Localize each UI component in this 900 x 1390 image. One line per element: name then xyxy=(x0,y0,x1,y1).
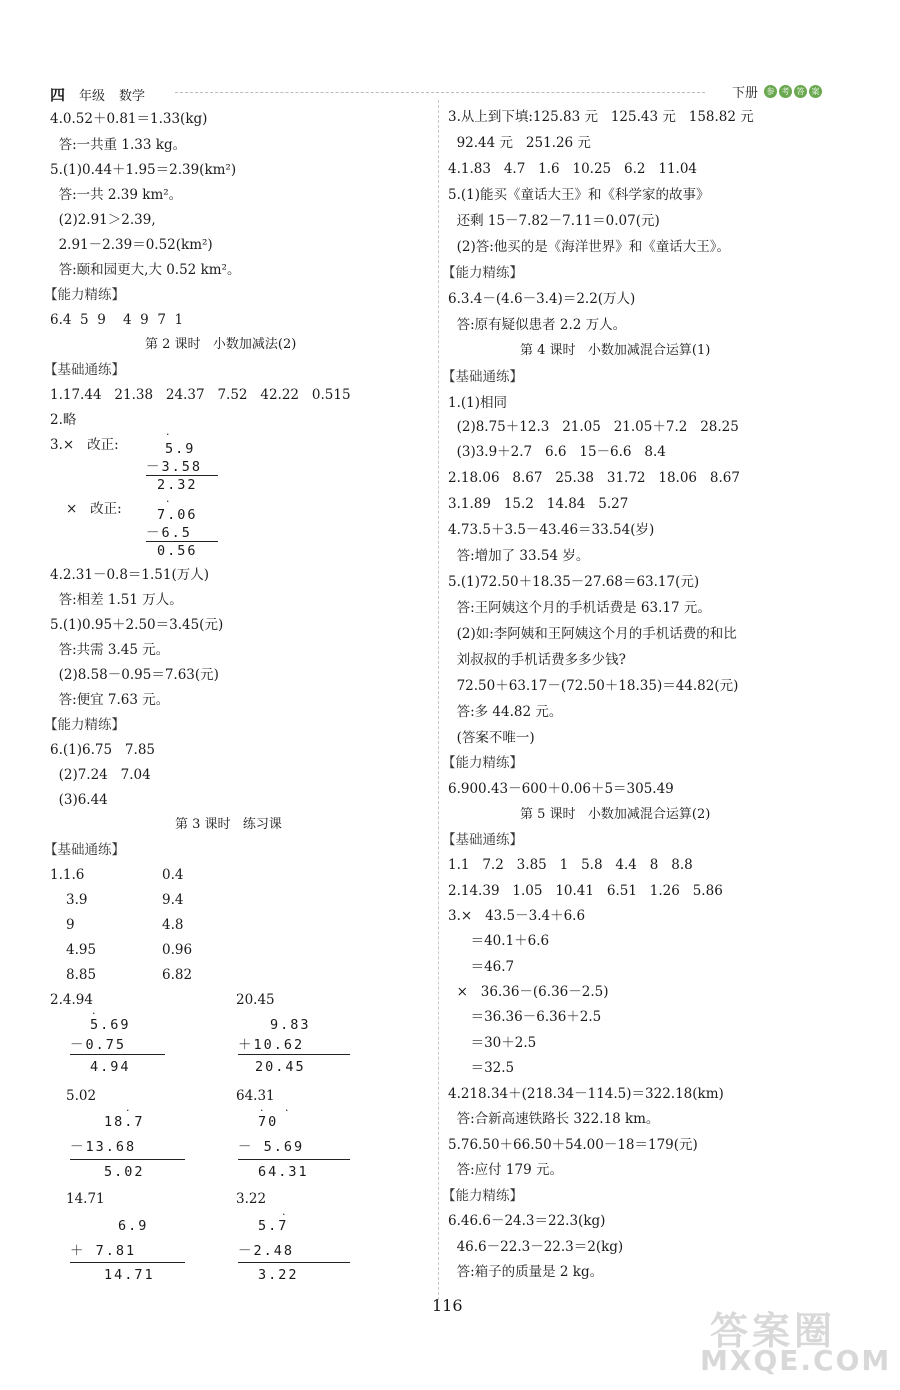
answer-value: 0.4 xyxy=(162,867,184,883)
answer-line: ＝36.36－6.36＋2.5 xyxy=(462,1009,602,1025)
vertical-calc-row: －0.75 xyxy=(70,1037,127,1053)
answer-line: 5.76.50＋66.50＋54.00－18＝179(元) xyxy=(448,1137,698,1153)
answer-line: 答:合新高速铁路长 322.18 km。 xyxy=(448,1111,660,1127)
vertical-calc-row: 14.71 xyxy=(104,1267,155,1283)
answer-line: 答:原有疑似患者 2.2 万人。 xyxy=(448,317,627,333)
answer-line: 4.0.52＋0.81＝1.33(kg) xyxy=(50,111,208,127)
vertical-calc-row: 6.9 xyxy=(118,1218,149,1234)
section-heading: 【基础通练】 xyxy=(44,362,125,378)
repeating-dot: · xyxy=(92,1007,96,1020)
calc-rule xyxy=(70,1159,185,1160)
vertical-calc-row: 3.22 xyxy=(258,1267,299,1283)
calc-rule xyxy=(238,1159,350,1160)
answer-line: 6.900.43－600＋0.06＋5＝305.49 xyxy=(448,781,674,797)
lesson-title: 第 5 课时 小数加减混合运算(2) xyxy=(520,807,711,822)
answer-line: 2.18.06 8.67 25.38 31.72 18.06 8.67 xyxy=(448,470,740,486)
vertical-calc-row: ＋ 7.81 xyxy=(70,1243,137,1259)
answer-line: 答:增加了 33.54 岁。 xyxy=(448,548,590,564)
answer-badge xyxy=(764,85,822,98)
answer-line: 答:应付 179 元。 xyxy=(448,1162,563,1178)
answer-line: (3)6.44 xyxy=(50,792,108,808)
answer-line: ＝40.1＋6.6 xyxy=(462,933,550,949)
answer-line: (2)答:他买的是《海洋世界》和《童话大王》。 xyxy=(448,239,731,255)
answer-line: 2.14.39 1.05 10.41 6.51 1.26 5.86 xyxy=(448,883,723,899)
watermark-logo xyxy=(690,1300,890,1380)
badge-char: 答 xyxy=(794,85,807,98)
answer-value: 8.85 xyxy=(66,967,97,983)
answer-line: (2)2.91＞2.39, xyxy=(50,212,156,228)
answer-line: 1.1.6 xyxy=(50,867,85,883)
answer-value: 9.4 xyxy=(162,892,184,908)
calc-rule xyxy=(70,1262,185,1263)
answer-value: 5.02 xyxy=(66,1088,97,1104)
answer-line: 3.× 改正: xyxy=(50,437,119,453)
section-heading: 【基础通练】 xyxy=(44,842,125,858)
answer-value: 3.9 xyxy=(66,892,88,908)
vertical-calc-row: ＋10.62 xyxy=(238,1037,305,1053)
answer-line: (3)3.9＋2.7 6.6 15－6.6 8.4 xyxy=(448,444,666,460)
answer-line: 还剩 15－7.82－7.11＝0.07(元) xyxy=(448,213,660,229)
answer-line: × 36.36－(6.36－2.5) xyxy=(448,984,609,1000)
answer-line: 4.1.83 4.7 1.6 10.25 6.2 11.04 xyxy=(448,161,698,177)
calc-rule xyxy=(70,1054,165,1055)
answer-line: (答案不唯一) xyxy=(448,730,535,746)
vertical-calc-row: 9.83 xyxy=(270,1017,311,1033)
vertical-calc-row: 4.94 xyxy=(90,1059,131,1075)
column-divider xyxy=(438,100,439,1300)
answer-line: ＝32.5 xyxy=(462,1060,515,1076)
answer-line: 2.91－2.39＝0.52(km²) xyxy=(50,237,213,253)
answer-line: (2)如:李阿姨和王阿姨这个月的手机话费的和比 xyxy=(448,626,737,642)
answer-line: 5.(1)0.44＋1.95＝2.39(km²) xyxy=(50,162,237,178)
answer-line: 4.2.31－0.8＝1.51(万人) xyxy=(50,567,210,583)
grade-label: 年级 xyxy=(79,89,106,104)
answer-line: 92.44 元 251.26 元 xyxy=(448,135,591,151)
badge-char: 考 xyxy=(779,85,792,98)
watermark-url: MXQE.COM xyxy=(700,1344,892,1377)
answer-line: ＝30＋2.5 xyxy=(462,1035,537,1051)
lesson-title: 第 4 课时 小数加减混合运算(1) xyxy=(520,343,711,358)
badge-char: 参 xyxy=(764,85,777,98)
page-header-left xyxy=(50,84,145,105)
answer-line: 5.(1)0.95＋2.50＝3.45(元) xyxy=(50,617,224,633)
section-heading: 【能力精练】 xyxy=(442,1188,523,1204)
answer-line: 刘叔叔的手机话费多多少钱? xyxy=(448,652,626,668)
section-heading: 【能力精练】 xyxy=(44,287,125,303)
vertical-calc-row: 5.02 xyxy=(104,1164,145,1180)
repeating-dot: · xyxy=(166,495,170,508)
answer-line: 答:一共 2.39 km²。 xyxy=(50,187,183,203)
lesson-title: 第 2 课时 小数加减法(2) xyxy=(145,337,297,352)
answer-line: 3.1.89 15.2 14.84 5.27 xyxy=(448,496,629,512)
answer-line: (2)7.24 7.04 xyxy=(50,767,151,783)
section-heading: 【能力精练】 xyxy=(442,265,523,281)
repeating-dot: · xyxy=(282,1208,286,1221)
vertical-calc-row: 5.9 xyxy=(165,441,196,457)
grade: 四 xyxy=(50,86,66,104)
vertical-calc-row: －13.68 xyxy=(70,1139,137,1155)
answer-line: 4.73.5＋3.5－43.46＝33.54(岁) xyxy=(448,522,655,538)
answer-line: 4.218.34＋(218.34－114.5)＝322.18(km) xyxy=(448,1086,724,1102)
section-heading: 【基础通练】 xyxy=(442,832,523,848)
answer-line: 6.46.6－24.3＝22.3(kg) xyxy=(448,1213,606,1229)
answer-line: (2)8.58－0.95＝7.63(元) xyxy=(50,667,219,683)
repeating-dot: · xyxy=(166,428,170,441)
answer-line: 6.(1)6.75 7.85 xyxy=(50,742,155,758)
answer-line: 1.(1)相同 xyxy=(448,395,508,411)
answer-value: 64.31 xyxy=(236,1088,275,1104)
volume: 下册 xyxy=(732,86,759,101)
answer-line: 答:一共重 1.33 kg。 xyxy=(50,137,187,153)
answer-line: 3.× 43.5－3.4＋6.6 xyxy=(448,908,586,924)
section-heading: 【能力精练】 xyxy=(44,717,125,733)
section-heading: 【能力精练】 xyxy=(442,755,523,771)
watermark-text: 答案圈 xyxy=(710,1309,837,1353)
vertical-calc-row: 2.32 xyxy=(157,477,198,493)
answer-value: 4.8 xyxy=(162,917,184,933)
answer-value: 9 xyxy=(66,917,75,933)
answer-line: 答:共需 3.45 元。 xyxy=(50,642,170,658)
answer-line: 46.6－22.3－22.3＝2(kg) xyxy=(448,1239,624,1255)
answer-line: 答:箱子的质量是 2 kg。 xyxy=(448,1264,604,1280)
answer-line: 1.17.44 21.38 24.37 7.52 42.22 0.515 xyxy=(50,387,351,403)
vertical-calc-row: 5.7 xyxy=(258,1218,289,1234)
answer-value: 6.82 xyxy=(162,967,193,983)
repeating-dot: · xyxy=(260,1104,264,1117)
answer-line: 1.1 7.2 3.85 1 5.8 4.4 8 8.8 xyxy=(448,857,693,873)
vertical-calc-row: 0.56 xyxy=(157,543,198,559)
lesson-title: 第 3 课时 练习课 xyxy=(175,817,282,832)
answer-value: 0.96 xyxy=(162,942,193,958)
answer-line: (2)8.75＋12.3 21.05 21.05＋7.2 28.25 xyxy=(448,419,739,435)
answer-line: 答:相差 1.51 万人。 xyxy=(50,592,183,608)
answer-value: 3.22 xyxy=(236,1191,267,1207)
vertical-calc-row: 70 xyxy=(258,1114,279,1130)
section-heading: 【基础通练】 xyxy=(442,369,523,385)
vertical-calc-row: 18.7 xyxy=(104,1114,145,1130)
subject: 数学 xyxy=(119,89,146,104)
answer-line: 6.4 5 9 4 9 7 1 xyxy=(50,312,184,328)
answer-value: 14.71 xyxy=(66,1191,105,1207)
answer-line: 2.略 xyxy=(50,412,77,428)
page-header-right xyxy=(732,82,822,101)
calc-rule xyxy=(238,1054,350,1055)
answer-value: 20.45 xyxy=(236,992,275,1008)
answer-line: ＝46.7 xyxy=(462,959,515,975)
answer-line: 72.50＋63.17－(72.50＋18.35)＝44.82(元) xyxy=(448,678,739,694)
calc-rule xyxy=(238,1262,350,1263)
answer-line: 5.(1)能买《童话大王》和《科学家的故事》 xyxy=(448,187,710,203)
answer-line: 2.4.94 xyxy=(50,992,93,1008)
vertical-calc-row: 64.31 xyxy=(258,1164,309,1180)
vertical-calc-row: －2.48 xyxy=(238,1243,295,1259)
answer-line: 答:多 44.82 元。 xyxy=(448,704,563,720)
vertical-calc-row: 5.69 xyxy=(90,1017,131,1033)
answer-line: 答:颐和园更大,大 0.52 km²。 xyxy=(50,262,241,278)
vertical-calc-row: 20.45 xyxy=(255,1059,306,1075)
answer-line: 答:便宜 7.63 元。 xyxy=(50,692,170,708)
answer-line: 5.(1)72.50＋18.35－27.68＝63.17(元) xyxy=(448,574,700,590)
vertical-calc-row: －6.5 xyxy=(146,525,192,541)
vertical-calc-row: － 5.69 xyxy=(238,1139,305,1155)
page-number: 116 xyxy=(432,1296,463,1315)
repeating-dot: · xyxy=(285,1104,289,1117)
answer-value: 4.95 xyxy=(66,942,97,958)
repeating-dot: · xyxy=(126,1104,130,1117)
vertical-calc-row: －3.58 xyxy=(146,459,203,475)
vertical-calc-row: 7.06 xyxy=(157,507,198,523)
badge-char: 案 xyxy=(809,85,822,98)
answer-line: 6.3.4－(4.6－3.4)＝2.2(万人) xyxy=(448,291,636,307)
answer-line: 答:王阿姨这个月的手机话费是 63.17 元。 xyxy=(448,600,711,616)
answer-line: 3.从上到下填:125.83 元 125.43 元 158.82 元 xyxy=(448,109,754,125)
answer-line: × 改正: xyxy=(66,501,122,517)
header-rule xyxy=(175,92,705,93)
